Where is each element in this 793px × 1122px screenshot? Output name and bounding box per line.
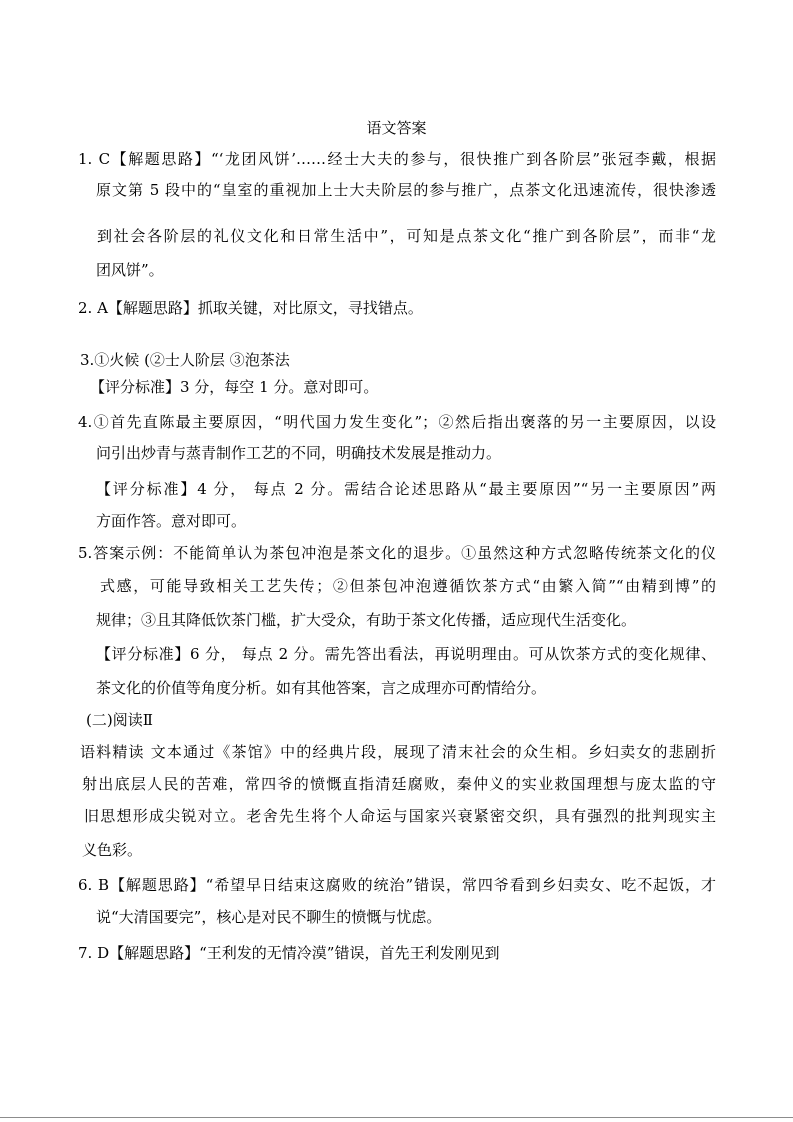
answer-5-scoring-line-1: 【评分标准】6 分， 每点 2 分。需先答出看法，再说明理由。可从饮茶方式的变化规律、 bbox=[96, 645, 716, 663]
answer-1-line-2: 原文第 5 段中的“皇室的重视加上士大夫阶层的参与推广，点茶文化迅速流传，很快渗透 bbox=[96, 181, 716, 199]
reading-notes-line-3: 旧思想形成尖锐对立。老舍先生将个人命运与国家兴衰紧密交织，具有强烈的批判现实主 bbox=[84, 807, 716, 825]
answer-3-scoring: 【评分标准】3 分，每空 1 分。意对即可。 bbox=[90, 378, 379, 396]
answer-6-line-2: 说“大清国要完”，核心是对民不聊生的愤慨与忧虑。 bbox=[96, 908, 442, 926]
answer-5-line-1: 5.答案示例：不能简单认为茶包冲泡是茶文化的退步。①虽然这种方式忽略传统茶文化的仪 bbox=[78, 544, 716, 562]
answer-1-line-1: 1. C【解题思路】“‘龙团风饼’……经士大夫的参与，很快推广到各阶层”张冠李戴，根据 bbox=[78, 150, 716, 168]
answer-4-line-2: 问引出炒青与蒸青制作工艺的不同，明确技术发展是推动力。 bbox=[96, 444, 502, 462]
answer-4-scoring-line-1: 【评分标准】4 分， 每点 2 分。需结合论述思路从“最主要原因”“另一主要原因”两 bbox=[96, 480, 716, 498]
page-bottom-border bbox=[0, 1117, 793, 1118]
answer-5-scoring-line-2: 茶文化的价值等角度分析。如有其他答案，言之成理亦可酌情给分。 bbox=[96, 679, 547, 697]
answer-3-line-1: 3.①火候 (②士人阶层 ③泡茶法 bbox=[80, 351, 290, 369]
answer-5-line-3: 规律；③且其降低饮茶门槛，扩大受众，有助于茶文化传播，适应现代生活变化。 bbox=[96, 611, 637, 629]
answer-4-line-1: 4.①首先直陈最主要原因，“明代国力发生变化”；②然后指出褒落的另一主要原因，以设 bbox=[78, 413, 716, 431]
answer-2-line-1: 2. A【解题思路】抓取关键，对比原文，寻找错点。 bbox=[78, 299, 423, 317]
reading-notes-line-2: 射出底层人民的苦难，常四爷的愤慨直指清廷腐败，秦仲义的实业救国理想与庞太监的守 bbox=[82, 775, 716, 793]
answer-1-line-4: 团风饼”。 bbox=[96, 261, 164, 279]
answer-6-line-1: 6. B【解题思路】“希望早日结束这腐败的统治”错误，常四爷看到乡妇卖女、吃不起饭，才 bbox=[78, 876, 716, 894]
section-heading: (二)阅读Ⅱ bbox=[86, 711, 153, 729]
reading-notes-line-1: 语料精读 文本通过《茶馆》中的经典片段，展现了清末社会的众生相。乡妇卖女的悲剧折 bbox=[80, 743, 716, 761]
page-title: 语文答案 bbox=[366, 119, 427, 137]
reading-notes-line-4: 义色彩。 bbox=[82, 841, 143, 859]
answer-5-line-2: 式感，可能导致相关工艺失传；②但茶包冲泡遵循饮茶方式“由繁入简”“由精到博”的 bbox=[100, 577, 716, 595]
answer-1-line-3: 到社会各阶层的礼仪文化和日常生活中”，可知是点茶文化“推广到各阶层”，而非“龙 bbox=[97, 227, 716, 245]
answer-7-line-1: 7. D【解题思路】“王利发的无情冷漠”错误，首先王利发刚见到 bbox=[78, 944, 500, 962]
answer-4-scoring-line-2: 方面作答。意对即可。 bbox=[96, 512, 247, 530]
